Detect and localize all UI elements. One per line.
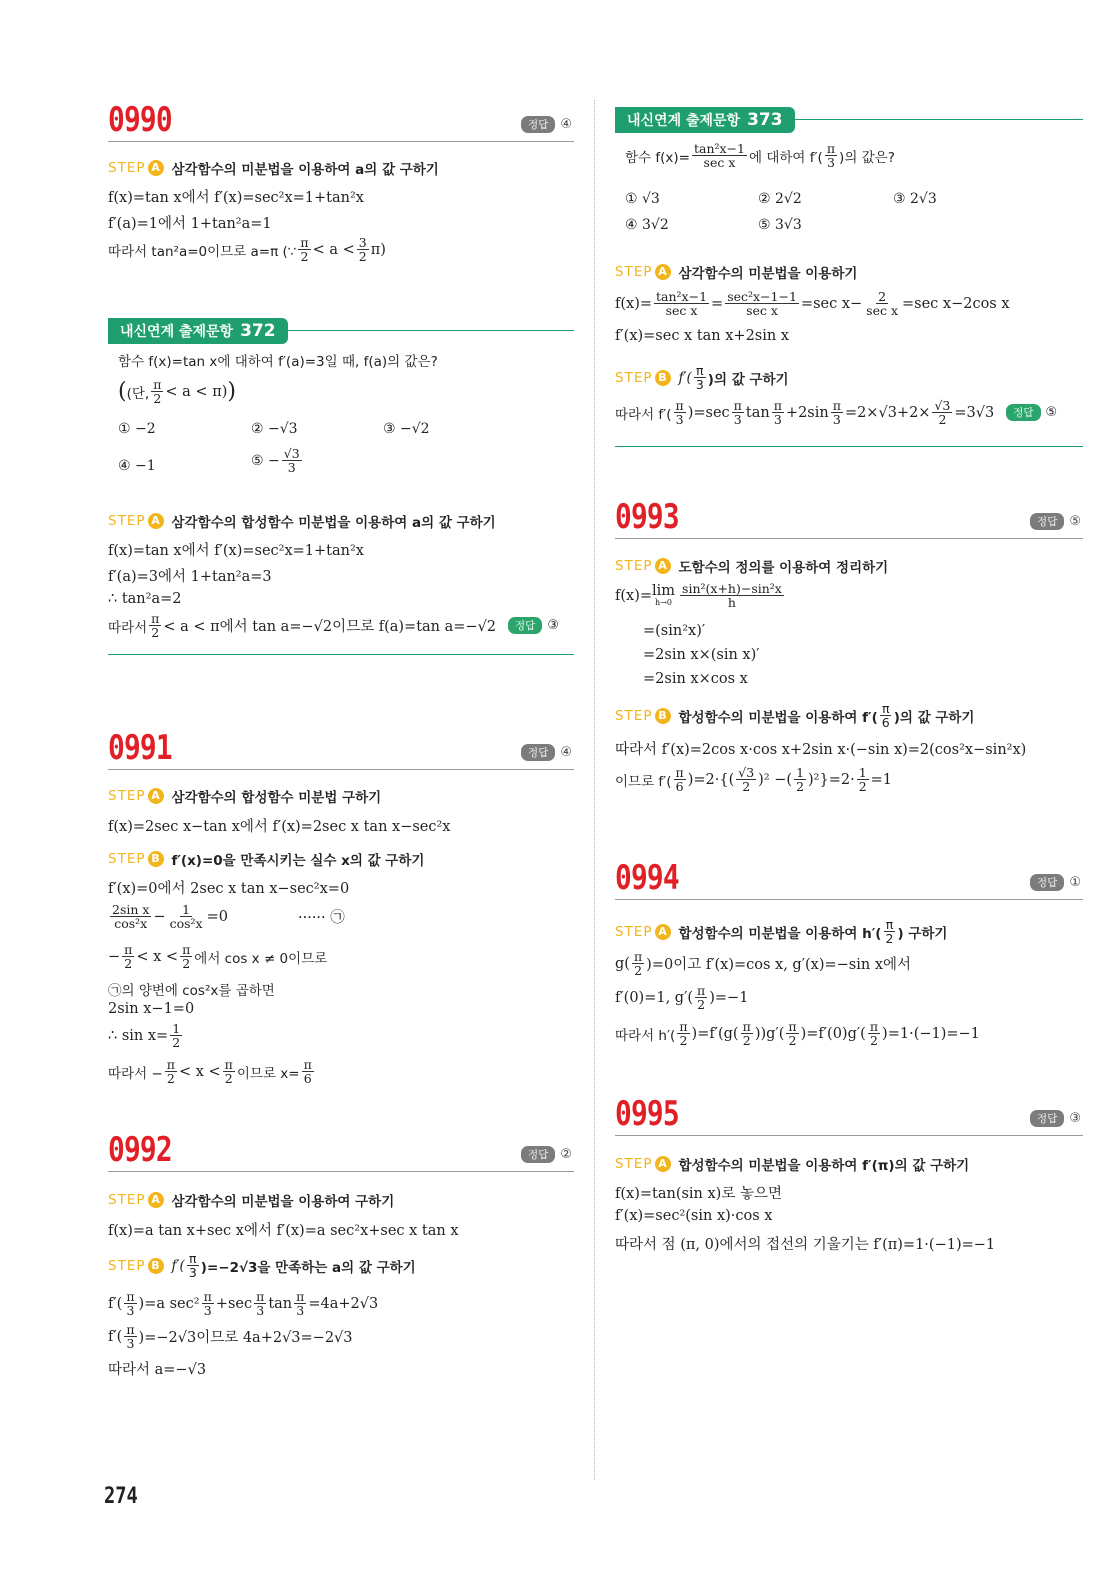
solution-line: ㉠의 양변에 cos²x를 곱하면 (108, 983, 275, 999)
solution-line: f′(x)=sec x tan x+2sin x (615, 328, 790, 344)
choice-2[interactable]: ② −√3 (251, 421, 298, 437)
solution-line: f(x)=tan(sin x)로 놓으면 (615, 1186, 782, 1202)
step-letter: B (148, 851, 164, 867)
step-letter: A (148, 1192, 164, 1208)
step-a: STEP A 삼각함수의 합성함수 미분법 구하기 (108, 788, 382, 806)
exam-question-banner (108, 318, 574, 344)
step-letter: A (655, 1156, 671, 1172)
solution-line: =2sin x×(sin x)′ (643, 647, 760, 663)
step-letter: B (655, 708, 671, 724)
solution-line: f′(0)=1, g′( $\frac{\pi}{2}$ )=−1 (615, 983, 749, 1013)
question-text: 함수 f(x)= $\frac{\text{tan²x−1}}{\text{sec x}}$ 에 대하여 f′( $\frac{\pi}{3}$ )의 값은? (625, 141, 895, 171)
problem-0991-header (108, 729, 574, 770)
choice-4[interactable]: ④ 3√2 (625, 217, 669, 233)
solution-line: 따라서 f′( $\frac{\pi}{3}$ )=sec $\frac{\pi}{3}$ tan $\frac{\pi}{3}$ +2sin $\frac{\pi}{3}$ =2×√3+2× $\frac{√3}{2}$ =3√3 정답 ⑤ (615, 398, 1058, 428)
banner-number: 372 (240, 321, 276, 341)
problem-number: 0993 (615, 497, 679, 537)
fraction: $\frac{3}{2}$ (358, 235, 367, 265)
solution-line: 따라서 f′(x)=2cos x·cos x+2sin x·(−sin x)=2(cos²x−sin²x) (615, 742, 1027, 758)
step-title: 삼각함수의 미분법을 이용하기 (678, 266, 858, 282)
step-title: 삼각함수의 합성함수 미분법을 이용하여 a의 값 구하기 (171, 515, 496, 531)
solution-line: f(x)=tan x에서 f′(x)=sec²x=1+tan²x (108, 190, 364, 206)
problem-number: 0990 (108, 100, 172, 140)
step-title: 삼각함수의 미분법을 이용하여 a의 값 구하기 (171, 162, 439, 178)
problem-number: 0995 (615, 1094, 679, 1134)
solution-line: 2sin x−1=0 (108, 1001, 195, 1017)
step-b: STEP B f′( $\frac{\pi}{3}$ )=−2√3을 만족하는 a의 값 구하기 (108, 1251, 416, 1281)
step-title: 삼각함수의 합성함수 미분법 구하기 (171, 790, 382, 806)
choice-1[interactable]: ① √3 (625, 191, 660, 207)
problem-0994-header (615, 859, 1083, 900)
step-letter: A (148, 160, 164, 176)
solution-line: 따라서 − $\frac{\pi}{2}$ < x < $\frac{\pi}{2}$ 이므로 x= $\frac{\pi}{6}$ (108, 1057, 312, 1087)
banner-label: 내신연계 출제문항 (627, 113, 741, 129)
answer-badge: 정답 ② (521, 1146, 572, 1163)
choice-2[interactable]: ② 2√2 (758, 191, 802, 207)
choice-4[interactable]: ④ −1 (118, 458, 156, 474)
solution-line: ∴ tan²a=2 (108, 591, 182, 607)
choice-5[interactable]: ⑤ 3√3 (758, 217, 802, 233)
solution-line: 따라서 $\frac{\pi}{2}$ < a < π에서 tan a=−√2이므로 f(a)=tan a=−√2 정답 ③ (108, 611, 559, 641)
solution-line: f′( $\frac{\pi}{3}$ )=a sec² $\frac{\pi}{3}$ +sec $\frac{\pi}{3}$ tan $\frac{\pi}{3}$ =4a+2√3 (108, 1289, 379, 1319)
problem-0992-header (108, 1131, 574, 1172)
step-a: STEP A 삼각함수의 미분법을 이용하기 (615, 264, 858, 282)
solution-line: 따라서 a=−√3 (108, 1362, 207, 1378)
answer-badge: 정답 ③ (1030, 1110, 1081, 1127)
step-letter: A (655, 924, 671, 940)
solution-line: f′( $\frac{\pi}{3}$ )=−2√3이므로 4a+2√3=−2√3 (108, 1322, 353, 1352)
answer-label: 정답 (521, 116, 555, 133)
solution-line: f′(x)=sec²(sin x)·cos x (615, 1208, 773, 1224)
solution-line: g( $\frac{\pi}{2}$ )=0이고 f′(x)=cos x, g′(x)=−sin x에서 (615, 949, 912, 979)
banner-number: 373 (747, 110, 783, 130)
choice-3[interactable]: ③ −√2 (383, 421, 430, 437)
page-number: 274 (104, 1484, 138, 1509)
step-title: f′(x)=0을 만족시키는 실수 x의 값 구하기 (171, 853, 425, 869)
step-letter: B (148, 1258, 164, 1274)
choice-3[interactable]: ③ 2√3 (893, 191, 937, 207)
solution-line: =2sin x×cos x (643, 671, 748, 687)
solution-line: f(x)=tan x에서 f′(x)=sec²x=1+tan²x (108, 543, 364, 559)
step-title: 도함수의 정의를 이용하여 정리하기 (678, 560, 889, 576)
answer-badge: 정답 ① (1030, 874, 1081, 891)
solution-line: f′(x)=0에서 2sec x tan x−sec²x=0 (108, 881, 350, 897)
solution-line: f′(a)=3에서 1+tan²a=3 (108, 569, 272, 585)
answer-badge: 정답 ③ (508, 617, 559, 634)
answer-badge: 정답 ④ (521, 744, 572, 761)
solution-line: f(x)=2sec x−tan x에서 f′(x)=2sec x tan x−sec²x (108, 819, 451, 835)
solution-line: =(sin²x)′ (643, 623, 706, 639)
solution-line: $\frac{\text{2sin x}}{\text{cos²x}}$ − $\frac{1}{\text{cos²x}}$ =0 ······ ㉠ (112, 902, 345, 932)
answer-badge (521, 116, 572, 133)
solution-line: 따라서 tan²a=0이므로 a=π (∵ $\frac{\pi}{2}$ < a < $\frac{3}{2}$ π) (108, 235, 386, 265)
step-b: STEP B f′(x)=0을 만족시키는 실수 x의 값 구하기 (108, 851, 425, 869)
solution-line: f(x)= lim h→0 $\frac{\text{sin²(x+h)−sin²x}}{h}$ (615, 581, 782, 611)
step-a: STEP A 도함수의 정의를 이용하여 정리하기 (615, 558, 889, 576)
step-letter: A (148, 513, 164, 529)
banner-label: 내신연계 출제문항 (120, 324, 234, 340)
problem-0990-header (108, 101, 574, 142)
solution-line: 이므로 f′( $\frac{\pi}{6}$ )=2·{( $\frac{√3}{2}$ )² −( $\frac{1}{2}$ )²}=2· $\frac{1}{2}$ =1 (615, 765, 893, 795)
problem-number: 0994 (615, 858, 679, 898)
section-separator (108, 654, 574, 655)
step-letter: A (655, 264, 671, 280)
problem-number: 0992 (108, 1130, 172, 1170)
step-letter: A (655, 558, 671, 574)
fraction: $\frac{\pi}{2}$ (300, 235, 309, 265)
question-text: 함수 f(x)=tan x에 대하여 f′(a)=3일 때, f(a)의 값은? (118, 354, 438, 370)
problem-number: 0991 (108, 728, 172, 768)
step-title: 합성함수의 미분법을 이용하여 f′(π)의 값 구하기 (678, 1158, 970, 1174)
step-letter: A (148, 788, 164, 804)
solution-line: − $\frac{\pi}{2}$ < x < $\frac{\pi}{2}$ 에서 cos x ≠ 0이므로 (108, 942, 328, 972)
question-condition: ( (단, $\frac{\pi}{2}$ < a < π) ) (118, 377, 236, 407)
answer-value: ④ (560, 117, 572, 132)
solution-line: ∴ sin x= $\frac{1}{2}$ (108, 1021, 181, 1051)
step-a: STEP A 삼각함수의 미분법을 이용하여 a의 값 구하기 (108, 160, 439, 178)
step-title: 삼각함수의 미분법을 이용하여 구하기 (171, 1194, 395, 1210)
choice-1[interactable]: ① −2 (118, 421, 156, 437)
solution-line: f(x)= $\frac{\text{tan²x−1}}{\text{sec x}}$ = $\frac{\text{sec²x−1−1}}{\text{sec x}}$ =sec x− $\frac{2}{\text{sec x}}$ =sec x−2cos x (615, 289, 1010, 319)
solution-line: f′(a)=1에서 1+tan²a=1 (108, 216, 272, 232)
solution-line: 따라서 h′( $\frac{\pi}{2}$ )=f′(g( $\frac{\pi}{2}$ ))g′( $\frac{\pi}{2}$ )=f′(0)g′( $\frac{\pi}{2}$ )=1·(−1)=−1 (615, 1019, 980, 1049)
step-a: STEP A 삼각함수의 미분법을 이용하여 구하기 (108, 1192, 395, 1210)
choice-5[interactable]: ⑤ − $\frac{√3}{3}$ (251, 446, 300, 476)
solution-line: f(x)=a tan x+sec x에서 f′(x)=a sec²x+sec x tan x (108, 1223, 459, 1239)
step-a: STEP A 삼각함수의 합성함수 미분법을 이용하여 a의 값 구하기 (108, 513, 496, 531)
answer-badge: 정답 ⑤ (1006, 404, 1057, 421)
problem-0995-header (615, 1095, 1083, 1136)
step-a: STEP A 합성함수의 미분법을 이용하여 f′(π)의 값 구하기 (615, 1156, 970, 1174)
section-separator (615, 446, 1083, 447)
exam-question-banner (615, 107, 1083, 133)
step-letter: B (655, 370, 671, 386)
problem-0993-header (615, 498, 1083, 539)
answer-badge: 정답 ⑤ (1030, 513, 1081, 530)
solution-line: 따라서 점 (π, 0)에서의 접선의 기울기는 f′(π)=1·(−1)=−1 (615, 1237, 996, 1253)
column-divider (594, 100, 595, 1480)
step-b: STEP B 합성함수의 미분법을 이용하여 f′( $\frac{\pi}{6}$ )의 값 구하기 (615, 701, 975, 731)
step-b: STEP B f′( $\frac{\pi}{3}$ )의 값 구하기 (615, 363, 789, 393)
step-a: STEP A 합성함수의 미분법을 이용하여 h′( $\frac{\pi}{2}$ ) 구하기 (615, 917, 948, 947)
